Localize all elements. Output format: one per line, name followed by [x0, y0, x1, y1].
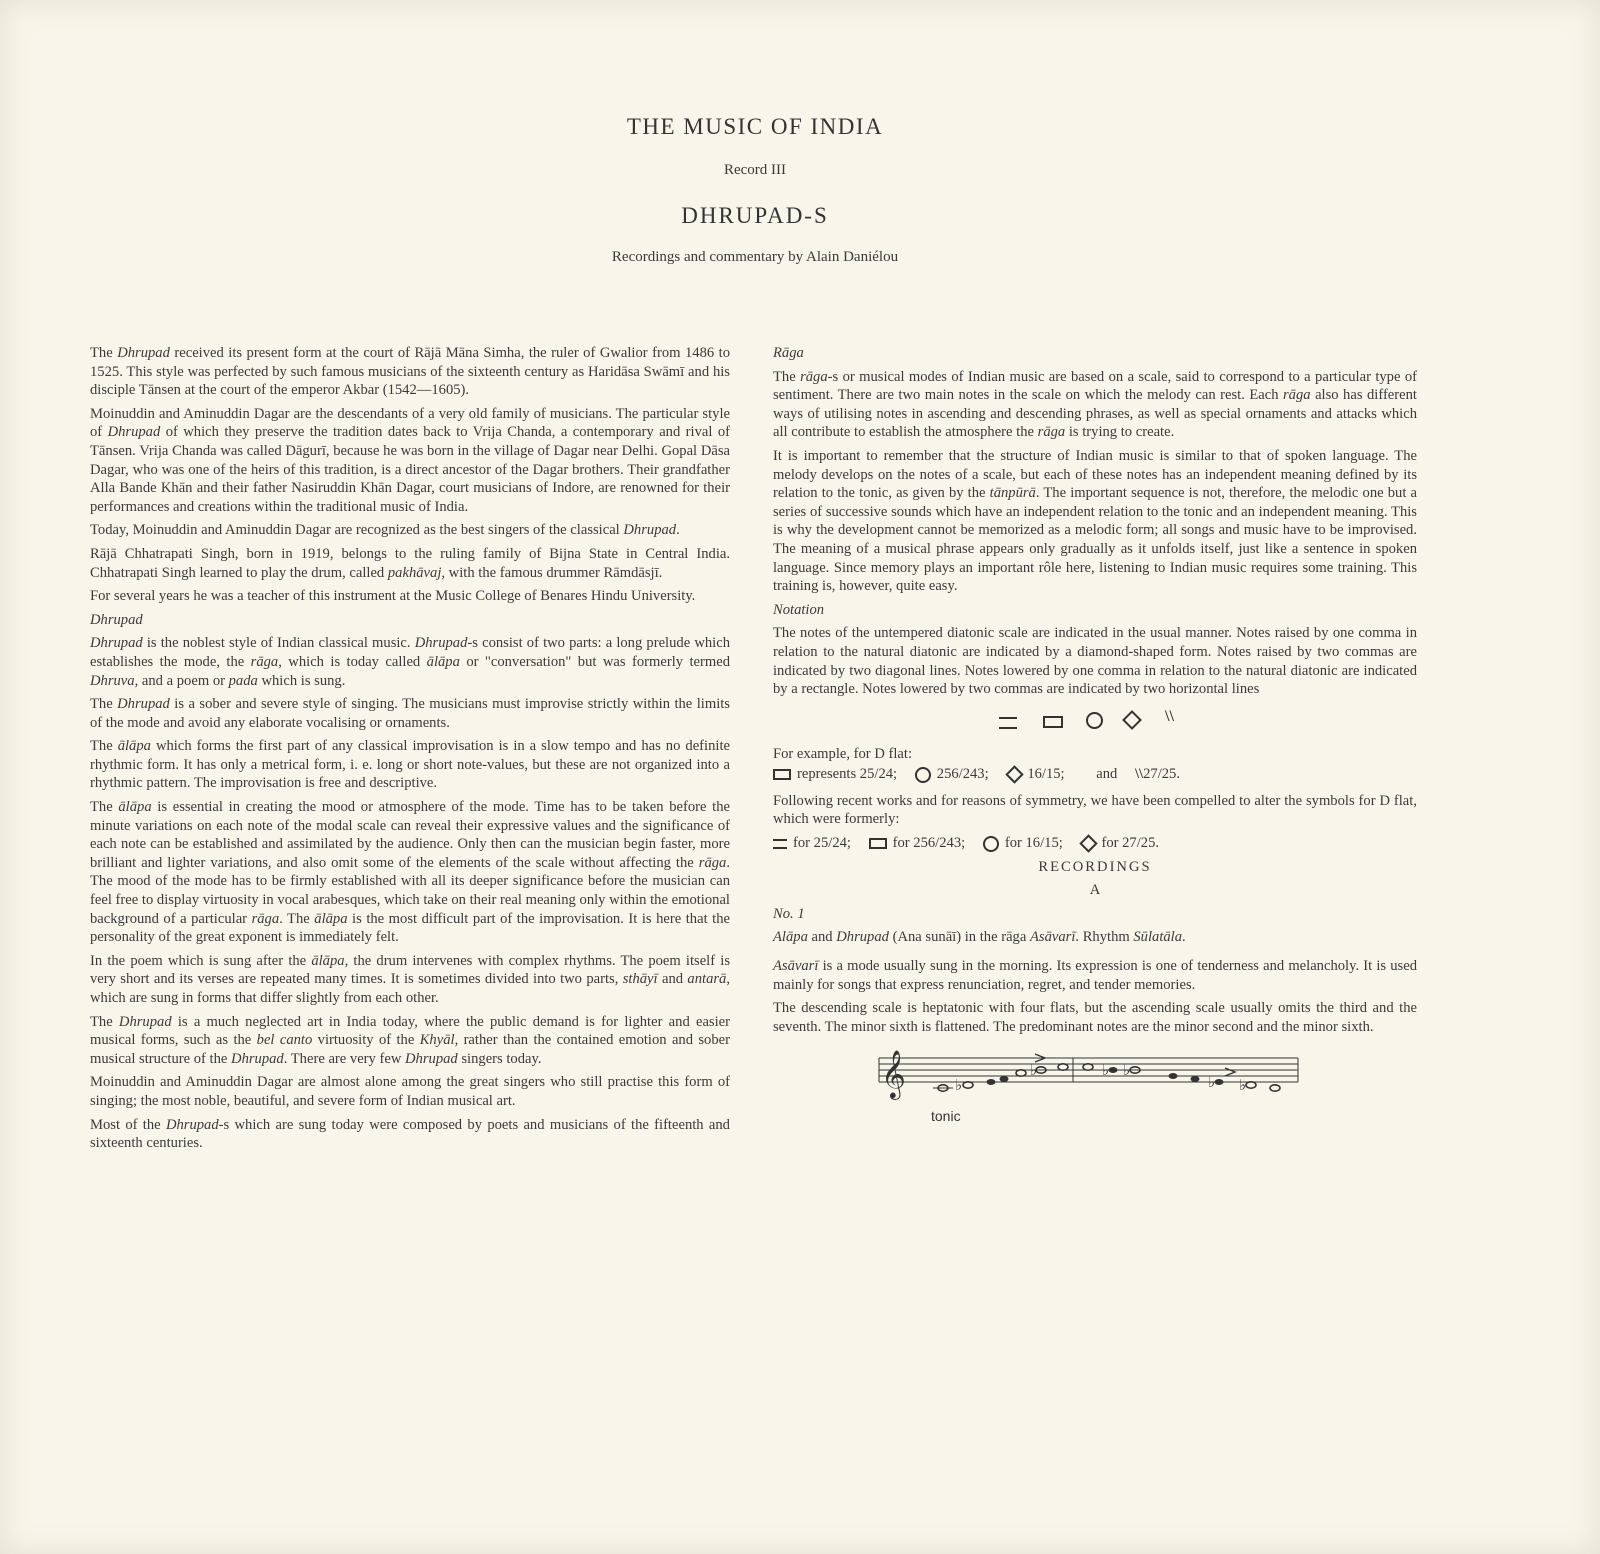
- scale-notation-staff: [873, 1048, 1303, 1128]
- raga-paragraph-1: The rāga-s or musical modes of Indian music are based on a scale, said to correspond to a particular type of sentiment. There are two main notes in the scale on which the melody can rest. Each rāga also has different ways of utilising notes in ascending and descending phrases, as well as special ornaments and attacks which all contribute to establish the atmosphere the rāga is trying to create.: [773, 368, 1417, 441]
- example-line: represents 25/24; 256/243; 16/15; and \\27/25.: [773, 765, 1417, 784]
- example-intro: For example, for D flat:: [773, 745, 913, 762]
- asavari-paragraph-2: The descending scale is heptatonic with four flats, but the ascending scale usually omits the third and the seventh. The minor sixth is flattened. The predominant notes are the minor second and the minor sixth.: [773, 1000, 1417, 1035]
- page-subtitle: DHRUPAD-S: [681, 203, 829, 228]
- circle-note-icon: [1086, 712, 1103, 729]
- dhrupad-paragraph-8: Most of the Dhrupad-s which are sung today were composed by poets and musicians of the fifteenth and sixteenth centuries.: [90, 1116, 730, 1152]
- intro-paragraph-2: Moinuddin and Aminuddin Dagar are the descendants of a very old family of musicians. The particular style of Dhrupad of which they preserve the tradition dates back to Vrija Chanda, a contemporary and rival of Tānsen. Vrija Chanda was called Dāgurī, because he was born in the village of Dagar near Delhi. Gopal Dāsa Dagar, who was one of the heirs of this tradition, is a direct ancestor of the Dagar brothers. Their grandfather Alla Bande Khān and their father Nasiruddin Khān Dagar, court musicians of Indore, are renowned for their performances and creations within the traditional music of India.: [90, 405, 730, 515]
- diamond-note-icon: [1006, 766, 1024, 784]
- tonic-label: tonic: [931, 1108, 961, 1125]
- record-side-label: A: [1089, 882, 1101, 899]
- rectangle-note-icon: [869, 838, 887, 849]
- svg-text:♭: ♭: [1208, 1073, 1216, 1092]
- dhrupad-paragraph-7: Moinuddin and Aminuddin Dagar are almost alone among the great singers who still practise this form of singing; the most noble, beautiful, and severe form of Indian musical art.: [90, 1074, 730, 1109]
- intro-paragraph-4: Rājā Chhatrapati Singh, born in 1919, belongs to the ruling family of Bijna State in Central India. Chhatrapati Singh learned to play the drum, called pakhāvaj, with the famous drummer Rāmdāsjī.: [90, 545, 730, 581]
- recordings-heading: RECORDINGS: [1038, 858, 1152, 875]
- music-staff-figure: [773, 1048, 1417, 1128]
- double-diagonal-lines-icon: \\: [1165, 707, 1174, 725]
- intro-paragraph-1: The Dhrupad received its present form at the court of Rājā Māna Simha, the ruler of Gwalior from 1486 to 1525. This style was perfected by such famous musicians of the sixteenth century as Haridāsa Swāmī and his disciple Tānsen at the court of the emperor Akbar (1542—1605).: [90, 345, 731, 399]
- track-title: Alāpa and Dhrupad (Ana sunāī) in the rāga Asāvarī. Rhythm Sūlatāla.: [773, 929, 1186, 946]
- svg-text:♭: ♭: [1102, 1061, 1110, 1080]
- dhrupad-paragraph-5: In the poem which is sung after the ālāpa, the drum intervenes with complex rhythms. The poem itself is very short and its verses are repeated many times. It is sometimes divided into two parts, sthāyī and antarā, which are sung in forms that differ slightly from each other.: [90, 952, 731, 1006]
- double-horizontal-lines-icon: [773, 839, 787, 849]
- raga-paragraph-2: It is important to remember that the structure of Indian music is similar to that of spoken language. The melody develops on the notes of a scale, but each of these notes has an independent meaning defined by its relation to the tonic, as given by the tānpūrā. The important sequence is not, therefore, the melodic one but a series of successive sounds which have an independent relation to the tonic and an independent meaning. This is why the development cannot be memorized as a melodic form; all songs and music have to be improvised. The meaning of a musical phrase appears only gradually as it unfolds itself, just like a sentence in spoken language. Since memory plays an important rôle here, listening to Indian music requires some training. This training is, however, quite easy.: [773, 447, 1417, 595]
- double-horizontal-lines-icon: [999, 717, 1017, 729]
- record-number: Record III: [723, 162, 787, 178]
- double-diagonal-lines-icon: \\: [1135, 766, 1144, 783]
- dhrupad-paragraph-1: Dhrupad is the noblest style of Indian classical music. Dhrupad-s consist of two parts: a long prelude which establishes the mode, the rāga, which is today called ālāpa or "conversation" but was formerly termed Dhruva, and a poem or pada which is sung.: [90, 635, 730, 689]
- svg-text:♭: ♭: [1123, 1061, 1131, 1080]
- intro-paragraph-5: For several years he was a teacher of this instrument at the Music College of Benares Hindu University.: [90, 588, 696, 605]
- page-title: THE MUSIC OF INDIA: [626, 114, 884, 139]
- rectangle-note-icon: [1043, 716, 1063, 728]
- left-column: [90, 344, 730, 1158]
- circle-note-icon: [915, 767, 931, 783]
- notation-paragraph-1: The notes of the untempered diatonic scale are indicated in the usual manner. Notes raised by one comma in relation to the natural diatonic are indicated by a diamond-shaped form. Notes raised by two commas are indicated by two diagonal lines. Notes lowered by one comma in relation to the natural diatonic are indicated by a rectangle. Notes lowered by two commas are indicated by two horizontal lines: [773, 625, 1417, 698]
- svg-text:♭: ♭: [1239, 1076, 1247, 1095]
- svg-text:♭: ♭: [1030, 1061, 1038, 1080]
- diamond-note-icon: [1080, 835, 1098, 853]
- dhrupad-paragraph-6: The Dhrupad is a much neglected art in India today, where the public demand is for lighter and easier musical forms, such as the bel canto virtuosity of the Khyāl, rather than the contained emotion and sober musical structure of the Dhrupad. There are very few Dhrupad singers today.: [90, 1013, 730, 1067]
- circle-note-icon: [983, 836, 999, 852]
- dhrupad-heading: Dhrupad: [90, 611, 143, 628]
- right-column: [773, 344, 1417, 1128]
- raga-heading: Rāga: [773, 345, 804, 361]
- rectangle-note-icon: [773, 769, 791, 780]
- treble-clef-icon: 𝄞: [881, 1049, 906, 1099]
- notation-symbols-row: [773, 707, 1417, 741]
- intro-paragraph-3: Today, Moinuddin and Aminuddin Dagar are recognized as the best singers of the classical Dhrupad.: [90, 522, 680, 539]
- svg-text:♭: ♭: [955, 1076, 963, 1095]
- asavari-paragraph-1: Asāvarī is a mode usually sung in the morning. Its expression is one of tenderness and melancholy. It is used mainly for songs that express renunciation, regret, and tender memories.: [773, 958, 1417, 993]
- notation-heading: Notation: [773, 601, 825, 618]
- notation-paragraph-2: Following recent works and for reasons of symmetry, we have been compelled to alter the symbols for D flat, which were formerly:: [773, 792, 1417, 828]
- track-number: No. 1: [773, 905, 805, 922]
- dhrupad-paragraph-3: The ālāpa which forms the first part of any classical improvisation is in a slow tempo and has no definite rhythmic form. It has only a metrical form, i. e. long or short note-values, but these are not organized into a rhythmic pattern. The improvisation is free and descriptive.: [90, 738, 730, 792]
- credit-line: Recordings and commentary by Alain Daniélou: [611, 249, 899, 265]
- former-symbols-line: for 25/24; for 256/243; for 16/15; for 27/25.: [773, 834, 1417, 853]
- dhrupad-paragraph-4: The ālāpa is essential in creating the mood or atmosphere of the mode. Time has to be taken before the minute variations on each note of the modal scale can reveal their expressive values and the significance of each note can be established and assimilated by the audience. Only then can the musician begin faster, more brilliant and lighter variations, and also omit some of the elements of the scale without affecting the rāga. The mood of the mode has to be firmly established with all its deeper significance before the musician can feel free to display virtuosity in vocal arabesques, which take on their real meaning only within the emotional background of a particular rāga. The ālāpa is the most difficult part of the improvisation. It is here that the personality of the great exponent is immediately felt.: [90, 799, 730, 946]
- dhrupad-paragraph-2: The Dhrupad is a sober and severe style of singing. The musicians must improvise strictly within the limits of the mode and avoid any elaborate vocalising or ornaments.: [90, 696, 730, 731]
- diamond-note-icon: [1122, 710, 1142, 730]
